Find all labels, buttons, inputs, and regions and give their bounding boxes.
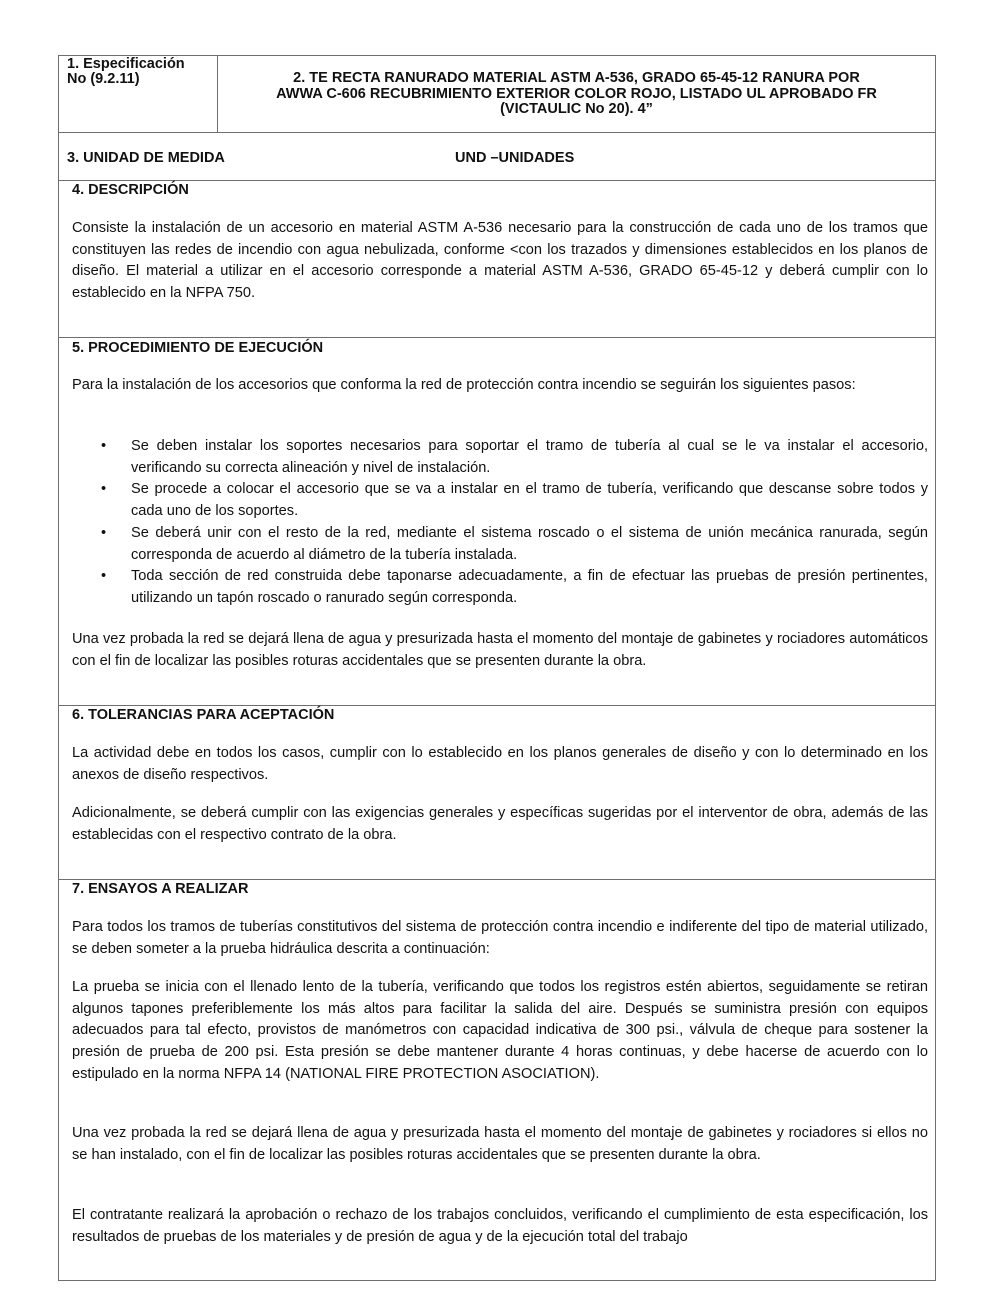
procedure-steps <box>72 436 928 610</box>
unit-value: UND –UNIDADES <box>455 150 575 166</box>
unit-label: 3. UNIDAD DE MEDIDA <box>67 150 225 166</box>
list-item <box>72 523 928 566</box>
spec-title-line: (VICTAULIC No 20). 4” <box>500 101 653 117</box>
bullet-icon: • <box>101 438 107 454</box>
spec-title-line: AWWA C-606 RECUBRIMIENTO EXTERIOR COLOR ROJO, LISTADO UL APROBADO FR <box>276 85 877 102</box>
tests-paragraph-2: La prueba se inicia con el llenado lento de la tubería, verificando que todos los registros estén abiertos, seguidamente se retiran algunos tapones preferiblemente los más altos para facilitar la salida del aire. Después se suministra presión con equipos adecuados para tal efecto, provistos de manómetros con capacidad indicativa de 300 psi., válvula de cheque para sostener la presión de prueba de 200 psi. Esta presión se debe mantener durante 4 horas continuas, y debe hacerse de acuerdo con lo estipulado en la norma NFPA 14 (NATIONAL FIRE PROTECTION ASOCIATION). <box>72 979 928 1082</box>
tests-paragraph-1: Para todos los tramos de tuberías constitutivos del sistema de protección contra incendio e indiferente del tipo de material utilizado, se deben someter a la prueba hidráulica descrita a continuación: <box>72 919 928 957</box>
spec-title-cell <box>224 71 929 118</box>
spec-id-cell <box>67 57 217 87</box>
bullet-icon: • <box>101 524 107 541</box>
list-item <box>72 479 928 522</box>
header-divider <box>217 56 218 132</box>
procedure-intro: Para la instalación de los accesorios que conforma la red de protección contra incendio se seguirán los siguientes pasos: <box>72 377 856 393</box>
row-divider <box>59 180 935 181</box>
tolerances-paragraph-2: Adicionalmente, se deberá cumplir con las exigencias generales y específicas sugeridas por el interventor de obra, además de las establecidas con el respectivo contrato de la obra. <box>72 805 928 843</box>
spec-number: No (9.2.11) <box>67 71 140 87</box>
tolerances-paragraph-1: La actividad debe en todos los casos, cumplir con lo establecido en los planos generales de diseño y con lo determinado en los anexos de diseño respectivos. <box>72 745 928 783</box>
step-text: Se deberá unir con el resto de la red, mediante el sistema roscado o el sistema de unión mecánica ranurada, según corresponda de acuerdo al diámetro de la tubería instalada. <box>131 524 928 563</box>
tests-paragraph-3: Una vez probada la red se dejará llena de agua y presurizada hasta el momento del montaje de gabinetes y rociadores si ellos no se han instalado, con el fin de localizar las posibles roturas accidentales que se presenten durante la obra. <box>72 1125 928 1163</box>
step-text: Toda sección de red construida debe taponarse adecuadamente, a fin de efectuar las pruebas de presión pertinentes, utilizando un tapón roscado o ranurado según corresponda. <box>131 568 928 606</box>
list-item <box>72 436 928 479</box>
list-item <box>72 566 928 609</box>
spec-label: 1. Especificación <box>67 56 185 72</box>
specification-sheet <box>58 55 936 1281</box>
step-text: Se procede a colocar el accesorio que se va a instalar en el tramo de tubería, verificando que descanse sobre todos y cada uno de los soportes. <box>131 481 928 520</box>
description-text: Consiste la instalación de un accesorio en material ASTM A-536 necesario para la construcción de cada uno de los tramos que constituyen las redes de incendio con agua nebulizada, conforme <con los trazados y dimensiones establecidos en los planos de diseño. El material a utilizar en el accesorio corresponde a material ASTM A-536, GRADO 65-45-12 y deberá cumplir con lo establecido en la NFPA 750. <box>72 220 928 302</box>
section-title-description: 4. DESCRIPCIÓN <box>72 182 189 198</box>
row-divider <box>59 132 935 133</box>
procedure-closing: Una vez probada la red se dejará llena de agua y presurizada hasta el momento del montaje de gabinetes y rociadores automáticos con el fin de localizar las posibles roturas accidentales que se presenten durante la obra. <box>72 631 928 669</box>
bullet-icon: • <box>101 568 107 585</box>
row-divider <box>59 705 935 706</box>
tests-paragraph-4: El contratante realizará la aprobación o rechazo de los trabajos concluidos, verificando el cumplimiento de esta especificación, los resultados de pruebas de los materiales y de presión de agua y de la ejecución total del trabajo <box>72 1207 928 1245</box>
step-text: Se deben instalar los soportes necesarios para soportar el tramo de tubería al cual se le va instalar el accesorio, verificando su correcta alineación y nivel de instalación. <box>131 438 928 476</box>
section-title-tests: 7. ENSAYOS A REALIZAR <box>72 881 249 897</box>
row-divider <box>59 879 935 880</box>
row-divider <box>59 337 935 338</box>
spec-title-line: 2. TE RECTA RANURADO MATERIAL ASTM A-536, GRADO 65-45-12 RANURA POR <box>293 70 860 86</box>
bullet-icon: • <box>101 481 107 498</box>
section-title-tolerances: 6. TOLERANCIAS PARA ACEPTACIÓN <box>72 707 335 723</box>
section-title-procedure: 5. PROCEDIMIENTO DE EJECUCIÓN <box>72 340 324 356</box>
